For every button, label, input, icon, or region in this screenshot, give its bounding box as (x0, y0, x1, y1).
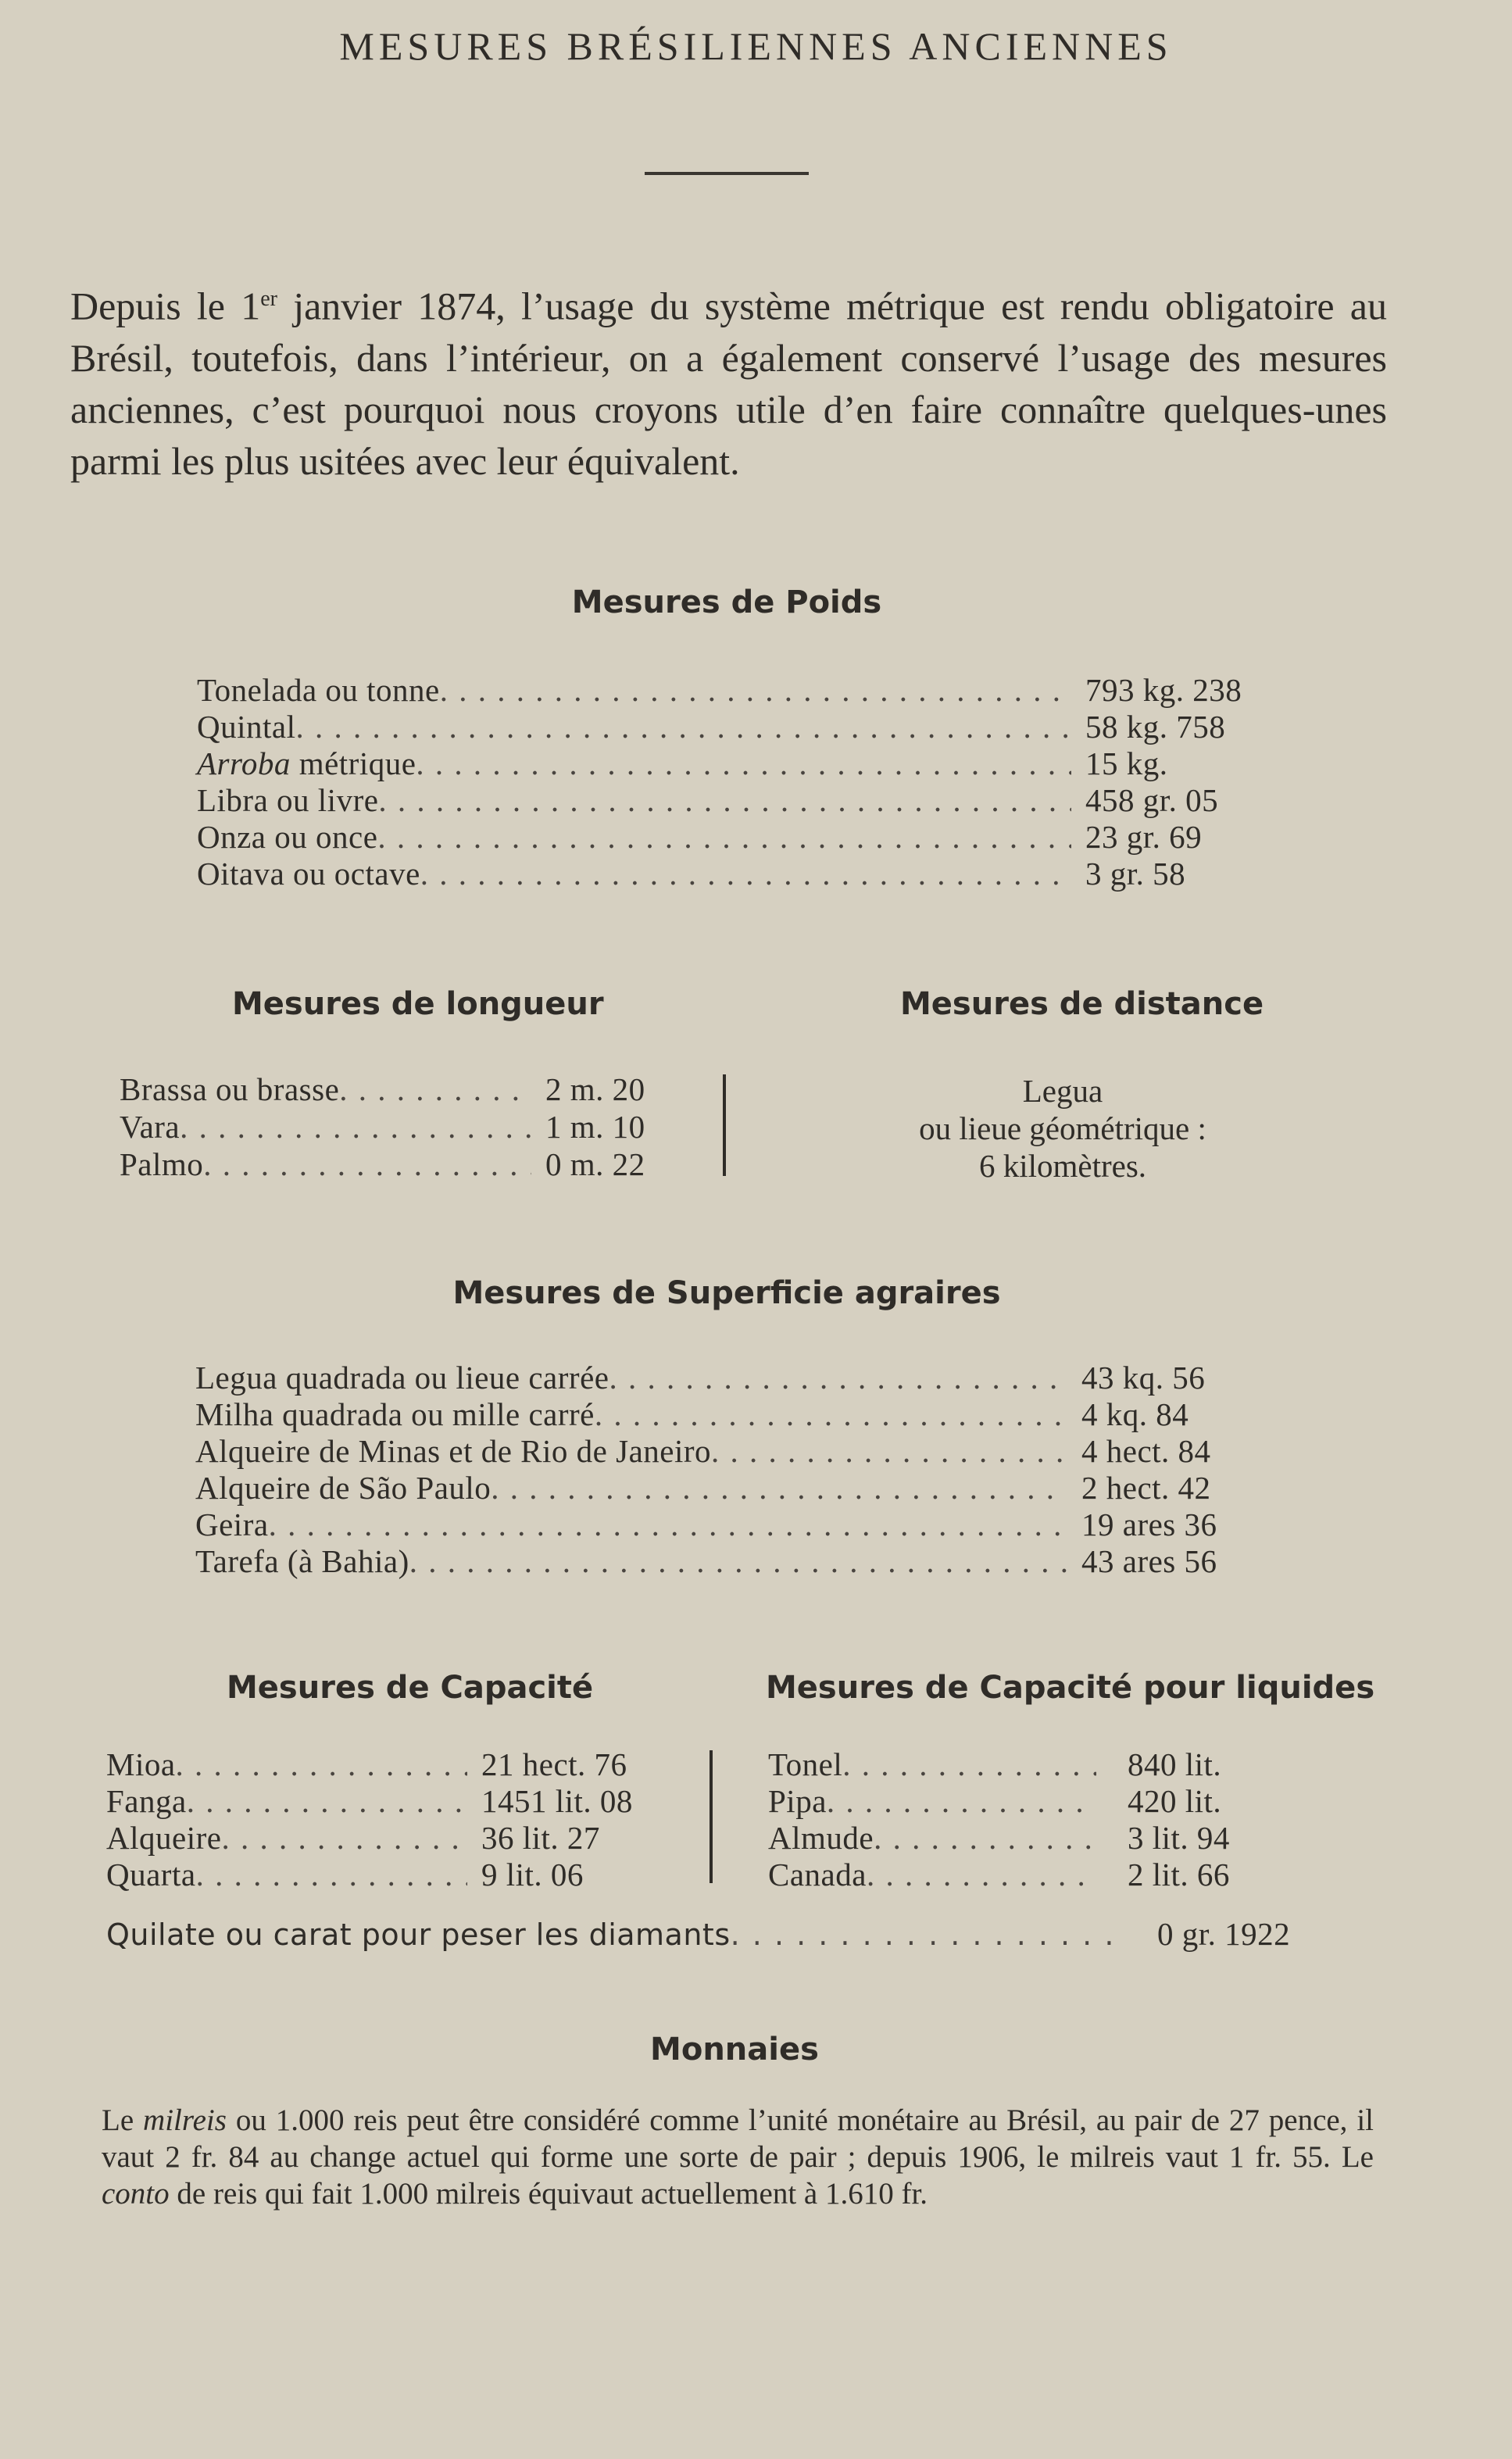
table-row (197, 856, 1264, 892)
row-value: 793 kg. 238 (1085, 672, 1242, 708)
table-row (195, 1360, 1266, 1396)
table-row (120, 1108, 674, 1146)
intro-sup: er (260, 287, 277, 311)
leader-dots (409, 1543, 1067, 1580)
row-value: 458 gr. 05 (1085, 782, 1219, 818)
monnaies-conto: conto (102, 2177, 170, 2211)
row-label: Almude (768, 1820, 874, 1856)
row-label: Onza ou once (197, 819, 378, 855)
table-row (195, 1470, 1266, 1506)
row-value: 3 lit. 94 (1128, 1820, 1230, 1856)
row-value: 19 ares 36 (1081, 1506, 1217, 1542)
row-label: Libra ou livre (197, 782, 379, 818)
distance-line: ou lieue géométrique : (919, 1110, 1206, 1146)
monnaies-text-2: ou 1.000 reis peut être considéré comme l’unité monétaire au Brésil, au pair de 27 pence, il vaut 2 fr. 84 au change actuel qui forme une sorte de pair ; depuis 1906, le milreis vaut 1 fr. 55. Le (102, 2103, 1374, 2174)
monnaies-text-1: Le (102, 2103, 144, 2137)
row-label: Pipa (768, 1783, 827, 1819)
table-row (768, 1746, 1276, 1783)
row-value: 2 m. 20 (545, 1071, 645, 1107)
superficie-table (195, 1360, 1266, 1580)
row-label: Legua quadrada ou lieue carrée (195, 1360, 609, 1396)
leader-dots (440, 672, 1071, 709)
table-row (195, 1396, 1266, 1433)
leader-dots (416, 745, 1071, 782)
row-value: 0 m. 22 (545, 1146, 645, 1182)
row-label: Brassa ou brasse (120, 1071, 340, 1107)
row-value: 420 lit. (1128, 1783, 1222, 1819)
row-value: 15 kg. (1085, 745, 1168, 781)
row-label: Palmo (120, 1146, 204, 1182)
row-value: 1 m. 10 (545, 1109, 645, 1145)
table-row (106, 1820, 669, 1857)
row-value: 58 kg. 758 (1085, 709, 1226, 745)
table-row (195, 1543, 1266, 1580)
column-divider (723, 1074, 726, 1176)
row-value: 4 kq. 84 (1081, 1396, 1189, 1432)
table-row (195, 1433, 1266, 1470)
table-row (120, 1146, 674, 1183)
table-row (768, 1783, 1276, 1820)
row-value: 1451 lit. 08 (481, 1783, 633, 1819)
capacite-table (106, 1746, 669, 1893)
row-label: Canada (768, 1857, 867, 1893)
leader-dots (180, 1108, 531, 1146)
row-value: 4 hect. 84 (1081, 1433, 1211, 1469)
leader-dots (827, 1783, 1096, 1820)
intro-paragraph (70, 273, 1387, 487)
row-label: Tonel (768, 1746, 843, 1782)
intro-text-rest: janvier 1874, l’usage du système métrique est rendu obligatoire au Brésil, toutefois, dans l’intérieur, on a également conservé l’usage des mesures anciennes, c’est pourquoi nous croyons utile d’en faire connaître quelques-unes parmi les plus usitées avec leur équivalent. (70, 284, 1387, 483)
table-row (197, 745, 1264, 782)
row-value: 43 ares 56 (1081, 1543, 1217, 1579)
row-label: Quilate ou carat pour peser les diamants (106, 1918, 731, 1952)
table-row (197, 819, 1264, 856)
leader-dots (595, 1396, 1067, 1433)
table-row (197, 709, 1264, 745)
leader-dots (295, 709, 1071, 745)
row-value: 3 gr. 58 (1085, 856, 1186, 892)
leader-dots (378, 782, 1071, 819)
row-label: Tonelada ou tonne (197, 672, 440, 708)
row-label: Quarta (106, 1857, 196, 1893)
row-label: Alqueire de São Paulo (195, 1470, 491, 1506)
monnaies-text-3: de reis qui fait 1.000 milreis équivaut actuellement à 1.610 fr. (169, 2177, 928, 2211)
row-label: Tarefa (à Bahia) (195, 1543, 409, 1579)
distance-line: Legua (1022, 1073, 1103, 1109)
leader-dots (221, 1820, 467, 1857)
leader-dots (269, 1506, 1067, 1543)
row-label: Geira (195, 1506, 269, 1542)
distance-block (797, 1072, 1328, 1185)
quilate-line (106, 1916, 1321, 1953)
page-title: MESURES BRÉSILIENNES ANCIENNES (339, 24, 1173, 68)
superficie-heading: Mesures de Superficie agraires (452, 1275, 1001, 1311)
longueur-table (120, 1070, 674, 1183)
table-row (197, 782, 1264, 819)
table-row (106, 1916, 1321, 1953)
table-row (106, 1746, 669, 1783)
table-row (768, 1820, 1276, 1857)
longueur-heading: Mesures de longueur (232, 986, 604, 1022)
leader-dots (203, 1146, 531, 1183)
intro-text-start: Depuis le 1 (70, 284, 261, 328)
row-label: Milha quadrada ou mille carré (195, 1396, 595, 1432)
distance-heading: Mesures de distance (900, 986, 1264, 1022)
row-value: 2 lit. 66 (1128, 1857, 1230, 1893)
monnaies-heading: Monnaies (650, 2032, 819, 2068)
column-divider (710, 1750, 713, 1883)
table-row (106, 1857, 669, 1893)
row-label: Alqueire (106, 1820, 222, 1856)
leader-dots (339, 1070, 531, 1108)
leader-dots (491, 1470, 1067, 1506)
leader-dots (176, 1746, 467, 1783)
row-value: 43 kq. 56 (1081, 1360, 1206, 1396)
table-row (768, 1857, 1276, 1893)
row-value: 0 gr. 1922 (1157, 1916, 1291, 1952)
row-label-rest: métrique (290, 745, 416, 781)
leader-dots (187, 1783, 467, 1820)
monnaies-milreis: milreis (143, 2103, 227, 2137)
row-label-italic: Arroba (197, 745, 291, 781)
leader-dots (420, 856, 1071, 892)
row-label: Vara (120, 1109, 181, 1145)
row-value: 2 hect. 42 (1081, 1470, 1211, 1506)
leader-dots (842, 1746, 1096, 1783)
poids-heading: Mesures de Poids (571, 584, 882, 620)
row-value: 23 gr. 69 (1085, 819, 1203, 855)
table-row (195, 1506, 1266, 1543)
row-label: Mioa (106, 1746, 176, 1782)
row-value: 36 lit. 27 (481, 1820, 600, 1856)
monnaies-paragraph (102, 2102, 1374, 2212)
leader-dots (731, 1917, 1126, 1953)
row-label: Quintal (197, 709, 296, 745)
leader-dots (196, 1857, 467, 1893)
row-label: Oitava ou octave (197, 856, 420, 892)
leader-dots (874, 1820, 1096, 1857)
row-label (197, 745, 416, 782)
leader-dots (609, 1360, 1067, 1396)
row-value: 9 lit. 06 (481, 1857, 584, 1893)
row-label: Fanga (106, 1783, 187, 1819)
leader-dots (867, 1857, 1096, 1893)
distance-line: 6 kilomètres. (978, 1148, 1147, 1184)
table-row (120, 1070, 674, 1108)
leader-dots (711, 1433, 1067, 1470)
leader-dots (377, 819, 1071, 856)
table-row (197, 672, 1264, 709)
capacite-heading: Mesures de Capacité (227, 1670, 594, 1706)
poids-table (197, 672, 1264, 892)
table-row (106, 1783, 669, 1820)
row-value: 840 lit. (1128, 1746, 1222, 1782)
liquides-heading: Mesures de Capacité pour liquides (766, 1670, 1375, 1706)
row-label: Alqueire de Minas et de Rio de Janeiro (195, 1433, 712, 1469)
title-divider (645, 172, 809, 175)
row-value: 21 hect. 76 (481, 1746, 627, 1782)
liquides-table (768, 1746, 1276, 1893)
